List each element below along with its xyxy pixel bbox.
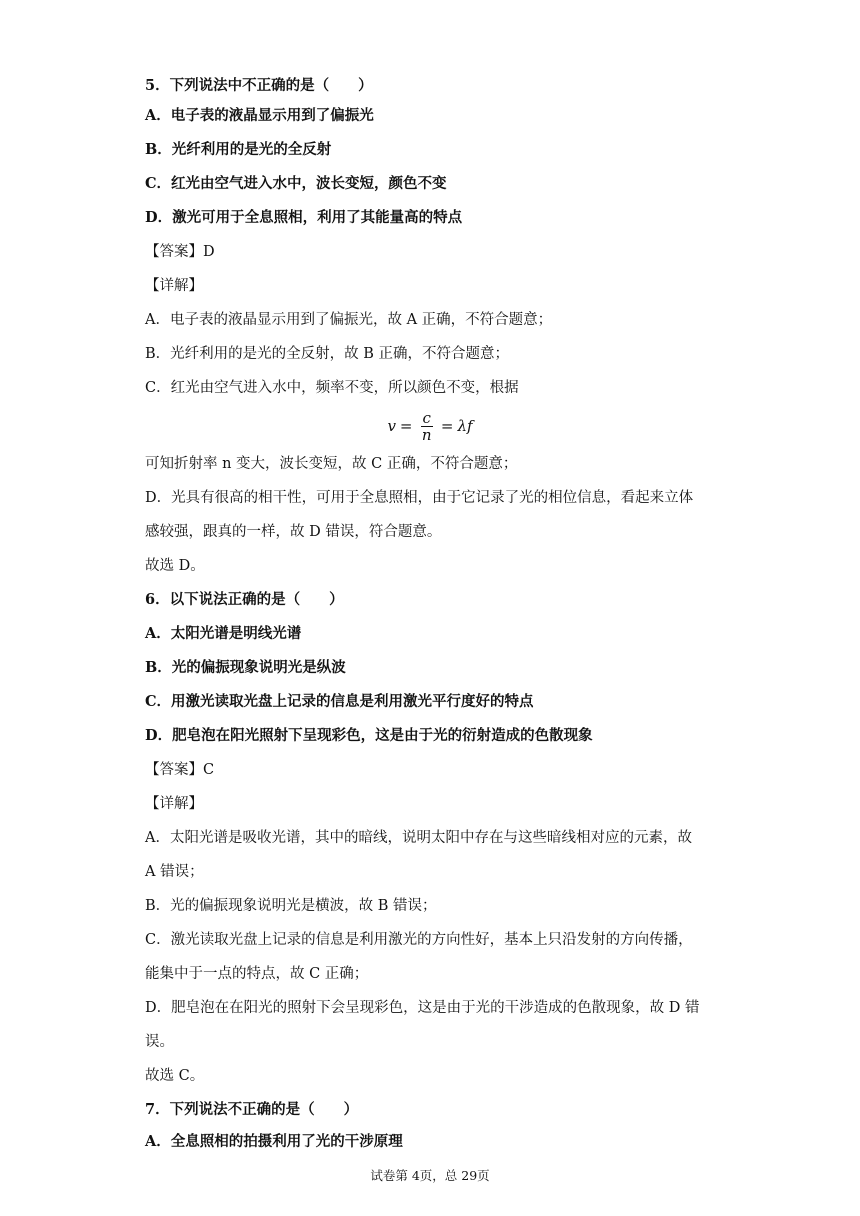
question-6-option-a: A．太阳光谱是明线光谱 <box>145 625 302 642</box>
explanation-label: 【详解】 <box>145 796 203 812</box>
explanation-line: 可知折射率 n 变大，波长变短，故 C 正确，不符合题意； <box>145 456 518 472</box>
question-5-option-a: A．电子表的液晶显示用到了偏振光 <box>145 107 374 124</box>
formula-lhs: v <box>387 417 396 435</box>
explanation-line: A．太阳光谱是吸收光谱，其中的暗线，说明太阳中存在与这些暗线相对应的元素，故 <box>145 830 692 846</box>
formula-equals: = <box>399 417 413 435</box>
explanation-line: D．光具有很高的相干性，可用于全息照相，由于它记录了光的相位信息，看起来立体 <box>145 490 694 506</box>
page-footer: 试卷第 4页，总 29页 <box>370 1168 490 1183</box>
question-6-stem: 6．以下说法正确的是（ ） <box>145 591 344 608</box>
conclusion-line: 故选 D。 <box>145 558 205 574</box>
question-6-option-b: B．光的偏振现象说明光是纵波 <box>145 659 346 676</box>
explanation-label: 【详解】 <box>145 278 203 294</box>
formula-fraction <box>421 410 433 443</box>
explanation-line: B．光纤利用的是光的全反射，故 B 正确，不符合题意； <box>145 346 510 362</box>
conclusion-line: 故选 C。 <box>145 1068 205 1084</box>
question-5-stem: 5．下列说法中不正确的是（ ） <box>145 77 373 94</box>
explanation-line: 能集中于一点的特点，故 C 正确； <box>145 966 369 982</box>
question-7-stem: 7．下列说法不正确的是（ ） <box>145 1101 359 1118</box>
explanation-line: D．肥皂泡在在阳光的照射下会呈现彩色，这是由于光的干涉造成的色散现象，故 D 错 <box>145 1000 700 1016</box>
explanation-line: 误。 <box>145 1034 174 1050</box>
question-5-option-b: B．光纤利用的是光的全反射 <box>145 141 332 158</box>
formula-equals: = <box>440 417 454 435</box>
formula <box>0 406 860 446</box>
explanation-line: A．电子表的液晶显示用到了偏振光，故 A 正确，不符合题意； <box>145 312 553 328</box>
explanation-line: 感较强，跟真的一样，故 D 错误，符合题意。 <box>145 524 442 540</box>
question-5-option-c: C．红光由空气进入水中，波长变短，颜色不变 <box>145 175 447 192</box>
question-5-option-d: D．激光可用于全息照相，利用了其能量高的特点 <box>145 209 463 226</box>
formula-numerator: c <box>422 408 431 427</box>
answer-label: 【答案】D <box>145 244 215 260</box>
question-7-option-a: A．全息照相的拍摄利用了光的干涉原理 <box>145 1133 403 1150</box>
explanation-line: C．激光读取光盘上记录的信息是利用激光的方向性好，基本上只沿发射的方向传播， <box>145 932 693 948</box>
explanation-line: A 错误； <box>145 864 204 880</box>
answer-label: 【答案】C <box>145 762 215 778</box>
question-6-option-d: D．肥皂泡在阳光照射下呈现彩色，这是由于光的衍射造成的色散现象 <box>145 727 593 744</box>
question-6-option-c: C．用激光读取光盘上记录的信息是利用激光平行度好的特点 <box>145 693 534 710</box>
formula-denominator: n <box>421 425 432 444</box>
explanation-line: C．红光由空气进入水中，频率不变，所以颜色不变，根据 <box>145 380 519 396</box>
formula-rhs: λf <box>457 417 473 435</box>
explanation-line: B．光的偏振现象说明光是横波，故 B 错误； <box>145 898 437 914</box>
